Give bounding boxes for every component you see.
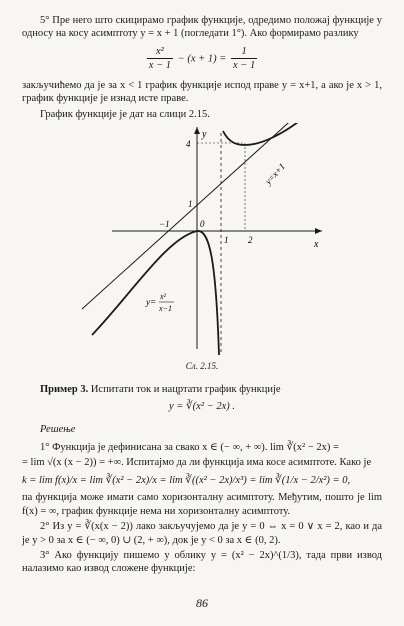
solution-step-3: 3° Ако функцију пишемо у облику y = (x² − 2x)^(1/3), тада први извод налазимо као извод сложене функције: — [22, 549, 382, 575]
curve-label-prefix: y= — [146, 297, 157, 308]
k-limit-equation: k = lim f(x)/x = lim ∛(x² − 2x)/x = lim ∛((x² − 2x)/x³) = lim ∛(1/x − 2/x²) = 0, — [22, 474, 351, 486]
solution-heading: Решење — [40, 424, 76, 436]
tick-y-4: 4 — [186, 139, 191, 150]
example-text: Испитати ток и нацртати график функције — [90, 383, 281, 395]
page-content — [22, 14, 382, 578]
curve-right-branch — [223, 123, 302, 145]
axis-x-label: x — [314, 239, 319, 251]
solution-step-1b: = lim √(x (x − 2)) = +∞. Испитајмо да ли функција има косе асимптоте. Како је — [22, 457, 372, 469]
graph-svg — [22, 123, 382, 359]
function-graph-figure — [22, 123, 382, 359]
page-number: 86 — [196, 596, 208, 610]
tick-x-1: 1 — [224, 235, 229, 246]
oblique-asymptote — [82, 123, 297, 309]
example-statement — [22, 383, 382, 396]
example-function: y = ∛(x² − 2x) . — [169, 401, 235, 413]
solution-step-2: 2° Из y = ∛(x(x − 2)) лако закључујемо да је y = 0 ⇔ x = 0 ∨ x = 2, као и да је y > 0 за x ∈ (− ∞, 0) ∪ (2, + ∞), док је y < 0 за x ∈ (0, 2). — [22, 521, 382, 546]
solution-step-1a: 1° Функција је дефинисана за свако x ∈ (− ∞, + ∞). lim ∛(x² − 2x) = — [40, 441, 339, 453]
curve-left-branch — [92, 231, 219, 355]
x-axis-arrow — [315, 228, 322, 234]
tick-origin: 0 — [200, 219, 205, 230]
fraction-lhs: $\frac{\text{x²}}{x - 1}$ — [148, 45, 172, 72]
difference-equation — [22, 45, 382, 73]
curve-label-den: x−1 — [159, 304, 172, 314]
axis-y-label: y — [202, 129, 207, 141]
figure-caption: Сл. 2.15. — [185, 361, 219, 372]
solution-step-1c: па функција може имати само хоризонталну асимптоту. Међутим, пошто је lim f(x) = ∞, график функције нема ни хоризонталну асимптоту. — [22, 492, 382, 517]
paragraph-asymptote-position: 5° Пре него што скицирамо график функције, одредимо положај функције у односу на косу асимптоту y = x + 1 (погледати 1°). Ако формирамо разлику — [22, 15, 382, 40]
curve-label-num: x² — [160, 292, 166, 302]
tick-x-2: 2 — [248, 235, 253, 246]
difference-middle: − (x + 1) = — [177, 53, 227, 65]
tick-x-neg1: −1 — [159, 219, 170, 230]
asymptote-label: y=x+1 — [263, 161, 287, 187]
paragraph-conclusion: закључићемо да је за x < 1 график функције испод праве y = x+1, а ако је x > 1, график функције је изнад исте праве. — [22, 79, 382, 105]
y-axis-arrow — [194, 127, 200, 134]
example-title: Пример 3. — [40, 383, 89, 395]
tick-y-1: 1 — [188, 199, 193, 210]
paragraph-figure-ref: График функције је дат на слици 2.15. — [40, 108, 210, 120]
fraction-rhs: $\frac{1}{x - 1}$ — [232, 45, 256, 72]
